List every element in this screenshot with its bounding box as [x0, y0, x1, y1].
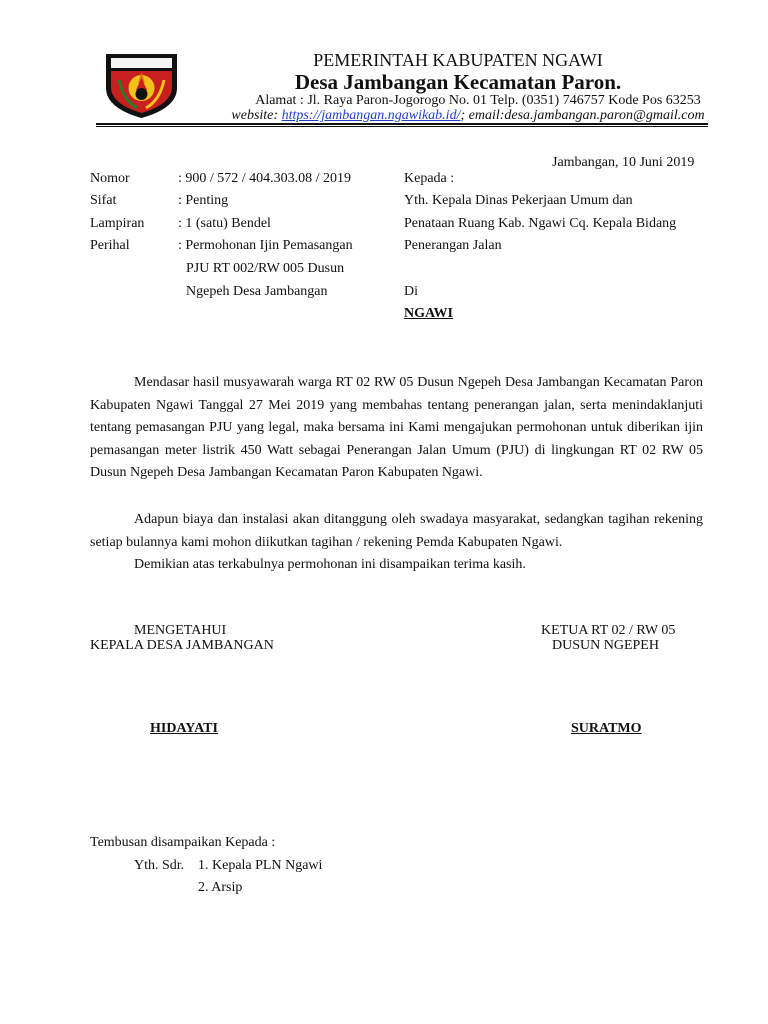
perihal-line-3: Ngepeh Desa Jambangan [186, 284, 328, 299]
sign-left-title-2: KEPALA DESA JAMBANGAN [90, 638, 274, 653]
recipient-di: Di [404, 284, 418, 299]
meta-label-lampiran: Lampiran [90, 216, 145, 231]
cc-heading: Tembusan disampaikan Kepada : [90, 835, 276, 850]
cc-item-1: 1. Kepala PLN Ngawi [198, 858, 323, 873]
letterhead-government: PEMERINTAH KABUPATEN NGAWI [313, 50, 603, 70]
letterhead-contact [190, 108, 746, 124]
body-paragraph-3: Demikian atas terkabulnya permohonan ini disampaikan terima kasih. [134, 557, 526, 572]
letterhead-village: Desa Jambangan Kecamatan Paron. [294, 70, 622, 94]
recipient-line-3: Penerangan Jalan [404, 238, 502, 253]
meta-label-sifat: Sifat [90, 193, 117, 208]
letterhead-address: Alamat : Jl. Raya Paron-Jogorogo No. 01 Telp. (0351) 746757 Kode Pos 63253 [255, 93, 701, 108]
cc-prefix: Yth. Sdr. [134, 858, 185, 873]
recipient-kepada: Kepada : [404, 171, 455, 186]
meta-value-sifat: : Penting [178, 193, 229, 208]
meta-value-nomor: : 900 / 572 / 404.303.08 / 2019 [178, 171, 352, 186]
recipient-city: NGAWI [404, 306, 454, 321]
website-link[interactable]: https://jambangan.ngawikab.id/ [281, 108, 461, 123]
recipient-line-1: Yth. Kepala Dinas Pekerjaan Umum dan [404, 193, 633, 208]
sign-right-title-2: DUSUN NGEPEH [552, 638, 659, 653]
sign-right-title-1: KETUA RT 02 / RW 05 [541, 623, 676, 638]
meta-label-perihal: Perihal [90, 238, 130, 253]
sign-right-name: SURATMO [571, 721, 642, 736]
recipient-line-2: Penataan Ruang Kab. Ngawi Cq. Kepala Bidang [404, 216, 677, 231]
letterhead-rule-thick [96, 123, 708, 125]
cc-item-2: 2. Arsip [198, 880, 243, 895]
email-text: ; email:desa.jambangan.paron@gmail.com [460, 108, 705, 123]
meta-label-nomor: Nomor [90, 171, 130, 186]
perihal-line-2: PJU RT 002/RW 005 Dusun [186, 261, 345, 276]
body-paragraph-2: Adapun biaya dan instalasi akan ditanggung oleh swadaya masyarakat, sedangkan tagihan rekening setiap bulannya kami mohon diikutkan tagihan / rekening Pemda Kabupaten Ngawi. [90, 512, 703, 550]
body-paragraph-1: Mendasar hasil musyawarah warga RT 02 RW 05 Dusun Ngepeh Desa Jambangan Kecamatan Paron Kabupaten Ngawi Tanggal 27 Mei 2019 yang membahas tentang penerangan jalan, serta menindaklanjuti tentang pemasangan PJU yang legal, maka bersama ini Kami mengajukan permohonan untuk diberikan ijin pemasangan meter listrik 450 Watt sebagai Penerangan Jalan Umum (PJU) di lingkungan RT 02 RW 05 Dusun Ngepeh Desa Jambangan Kecamatan Paron Kabupaten Ngawi. [90, 375, 703, 480]
meta-value-lampiran: : 1 (satu) Bendel [178, 216, 271, 231]
meta-value-perihal: : Permohonan Ijin Pemasangan [178, 238, 353, 253]
website-label: website: [231, 108, 282, 123]
sign-left-title-1: MENGETAHUI [134, 623, 227, 638]
letterhead-rule-thin [96, 126, 708, 127]
letter-date: Jambangan, 10 Juni 2019 [552, 155, 695, 170]
regency-emblem-logo [103, 50, 180, 120]
sign-left-name: HIDAYATI [150, 721, 218, 736]
